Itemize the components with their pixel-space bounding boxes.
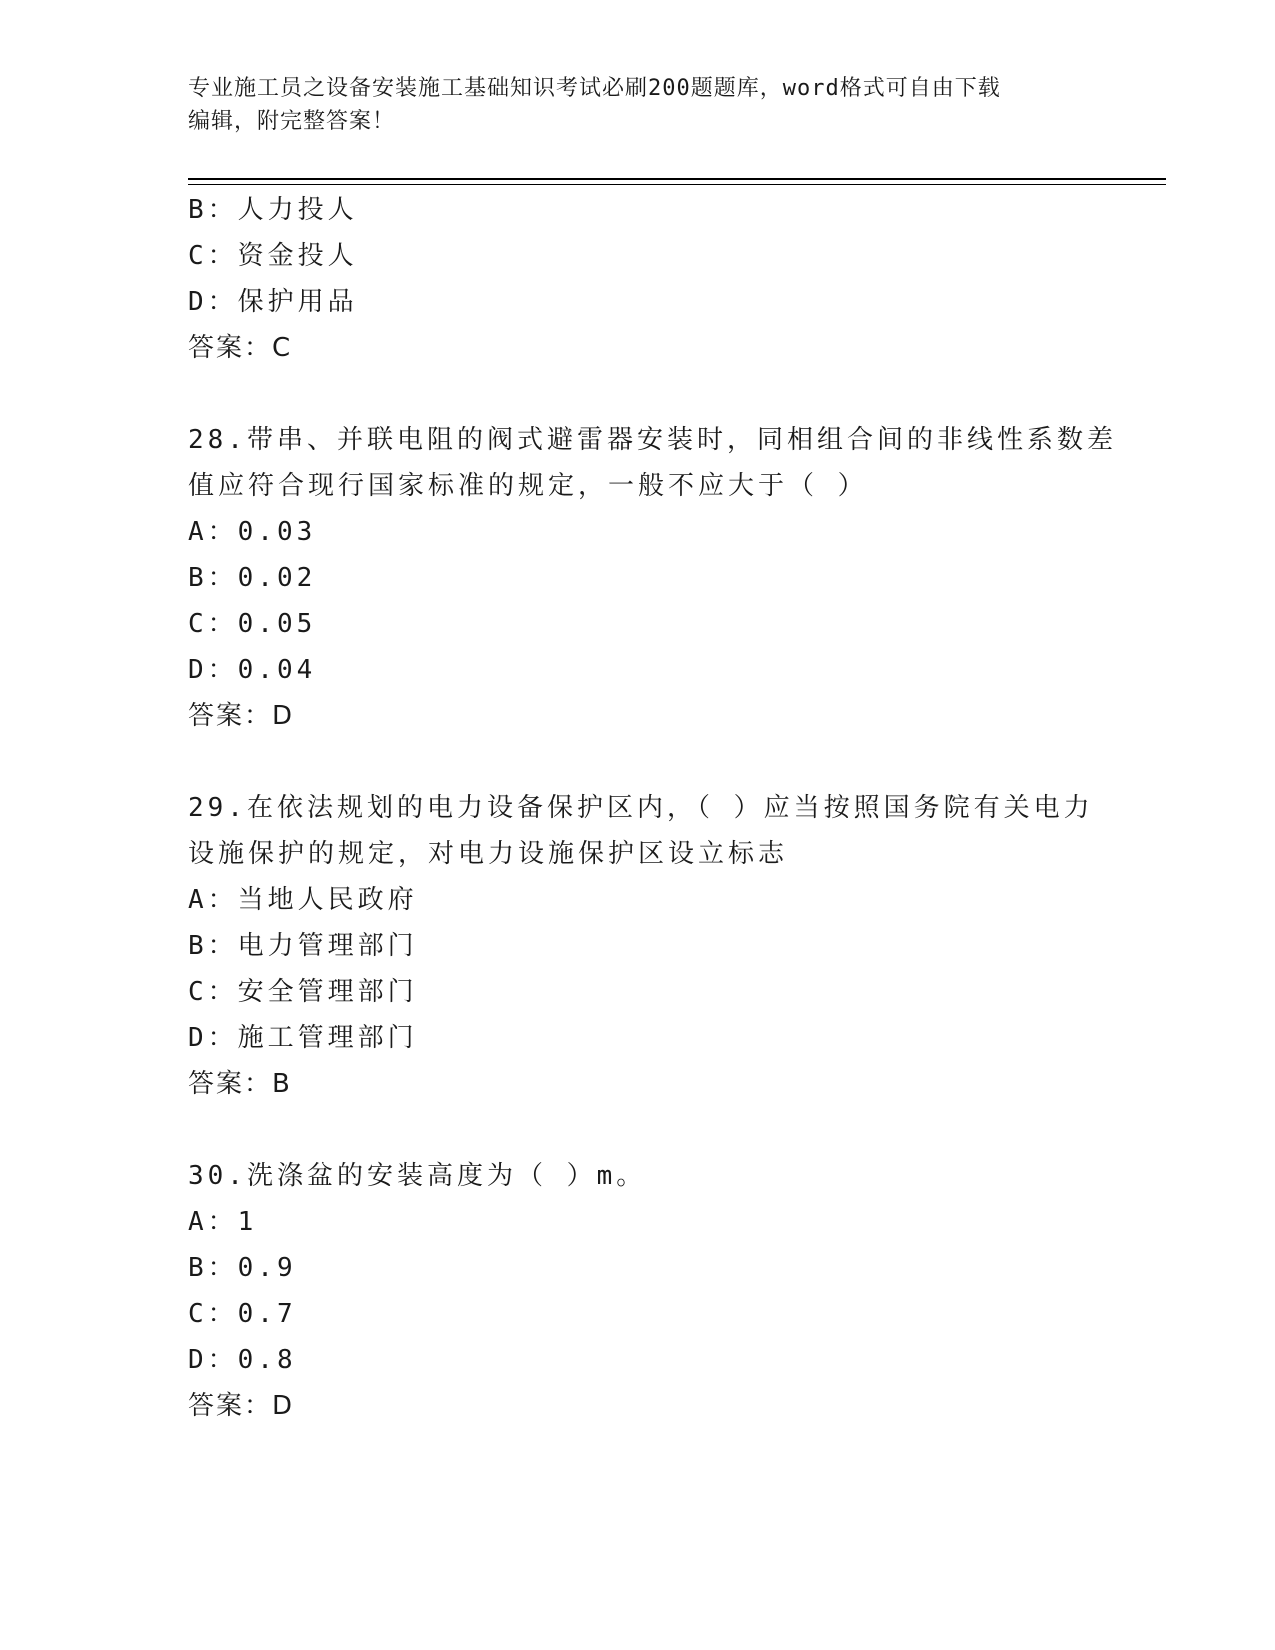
header-divider-thick [188, 178, 1166, 180]
option-a: A：1 [188, 1207, 258, 1237]
answer-line: 答案：D [188, 1391, 295, 1421]
option-d: D：施工管理部门 [188, 1023, 418, 1053]
option-d: D：0.8 [188, 1345, 297, 1375]
header-divider-thin [188, 184, 1166, 185]
question-30 [188, 1153, 1088, 1429]
option-b: B：人力投人 [188, 195, 358, 225]
option-a: A：当地人民政府 [188, 885, 418, 915]
option-b: B：0.02 [188, 563, 317, 593]
option-c: C：安全管理部门 [188, 977, 418, 1007]
question-stem-line: 30.洗涤盆的安装高度为（ ）m。 [188, 1161, 647, 1191]
option-c: C：资金投人 [188, 241, 358, 271]
question-28 [188, 417, 1117, 739]
option-c: C：0.05 [188, 609, 317, 639]
question-27-tail [188, 187, 1088, 371]
question-stem-line: 设施保护的规定，对电力设施保护区设立标志 [188, 839, 789, 869]
header-line-2: 编辑，附完整答案！ [188, 109, 396, 134]
header-line-1: 专业施工员之设备安装施工基础知识考试必刷200题题库，word格式可自由下载 [188, 76, 1001, 101]
question-29 [188, 785, 1094, 1107]
option-d: D：0.04 [188, 655, 317, 685]
option-b: B：0.9 [188, 1253, 297, 1283]
option-a: A：0.03 [188, 517, 317, 547]
option-d: D：保护用品 [188, 287, 358, 317]
question-stem-line: 值应符合现行国家标准的规定，一般不应大于（ ） [188, 471, 868, 501]
question-stem-line: 29.在依法规划的电力设备保护区内，（ ）应当按照国务院有关电力 [188, 793, 1094, 823]
question-content [188, 187, 1117, 1429]
option-c: C：0.7 [188, 1299, 297, 1329]
option-b: B：电力管理部门 [188, 931, 418, 961]
answer-line: 答案：D [188, 701, 295, 731]
answer-line: 答案：B [188, 1069, 292, 1099]
answer-line: 答案：C [188, 333, 293, 363]
question-stem-line: 28.带串、并联电阻的阀式避雷器安装时，同相组合间的非线性系数差 [188, 425, 1117, 455]
document-header [188, 72, 1088, 138]
